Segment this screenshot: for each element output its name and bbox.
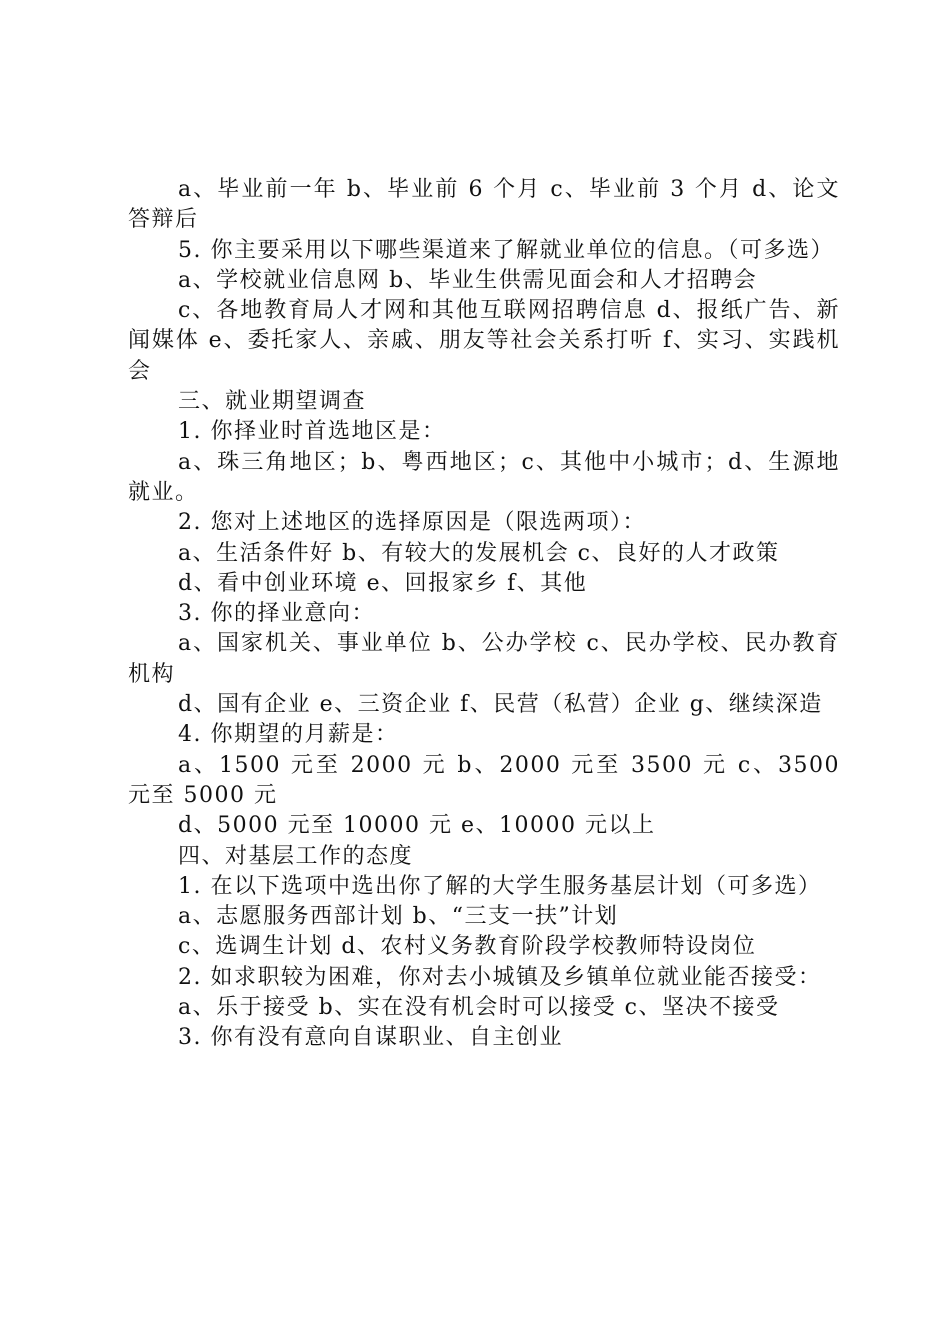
question-small-town-acceptance: 2. 如求职较为困难，你对去小城镇及乡镇单位就业能否接受： — [178, 964, 822, 990]
option-line-channels-ab: a、学校就业信息网 b、毕业生供需见面会和人才招聘会 — [178, 267, 758, 293]
option-line-reasons-abc: a、生活条件好 b、有较大的发展机会 c、良好的人才政策 — [178, 540, 780, 566]
question-info-channels: 5. 你主要采用以下哪些渠道来了解就业单位的信息。（可多选） — [178, 237, 834, 263]
option-line-intentions-defg: d、国有企业 e、三资企业 f、民营（私营）企业 g、继续深造 — [178, 692, 823, 718]
question-grassroots-programs: 1. 在以下选项中选出你了解的大学生服务基层计划（可多选） — [178, 873, 822, 899]
question-expected-salary: 4. 你期望的月薪是： — [178, 722, 399, 748]
option-line-salary-de: d、5000 元至 10000 元 e、10000 元以上 — [178, 813, 656, 839]
option-line-programs-ab: a、志愿服务西部计划 b、“三支一扶”计划 — [178, 904, 619, 930]
question-preferred-region: 1. 你择业时首选地区是： — [178, 419, 446, 445]
option-line-regions: a、珠三角地区；b、粤西地区；c、其他中小城市；d、生源地就业。 — [128, 449, 840, 505]
option-line-acceptance: a、乐于接受 b、实在没有机会时可以接受 c、坚决不接受 — [178, 995, 780, 1021]
question-career-intention: 3. 你的择业意向： — [178, 601, 375, 627]
option-line-programs-cd: c、选调生计划 d、农村义务教育阶段学校教师特设岗位 — [178, 934, 757, 960]
option-line-graduation-timing: a、毕业前一年 b、毕业前 6 个月 c、毕业前 3 个月 d、论文答辩后 — [128, 177, 840, 233]
option-line-intentions-abc: a、国家机关、事业单位 b、公办学校 c、民办学校、民办教育机构 — [128, 631, 840, 687]
section-heading-grassroots-attitude: 四、对基层工作的态度 — [178, 843, 414, 869]
option-line-salary-abc: a、1500 元至 2000 元 b、2000 元至 3500 元 c、3500 元至 5000 元 — [128, 752, 840, 808]
section-heading-employment-expectation: 三、就业期望调查 — [178, 389, 367, 415]
option-line-reasons-def: d、看中创业环境 e、回报家乡 f、其他 — [178, 570, 588, 596]
option-line-channels-cdef: c、各地教育局人才网和其他互联网招聘信息 d、报纸广告、新闻媒体 e、委托家人、亲戚、朋友等社会关系打听 f、实习、实践机会 — [128, 298, 840, 384]
question-self-employment: 3. 你有没有意向自谋职业、自主创业 — [178, 1025, 563, 1051]
question-region-reason: 2. 您对上述地区的选择原因是（限选两项）： — [178, 510, 646, 536]
survey-text-body — [128, 175, 840, 1054]
